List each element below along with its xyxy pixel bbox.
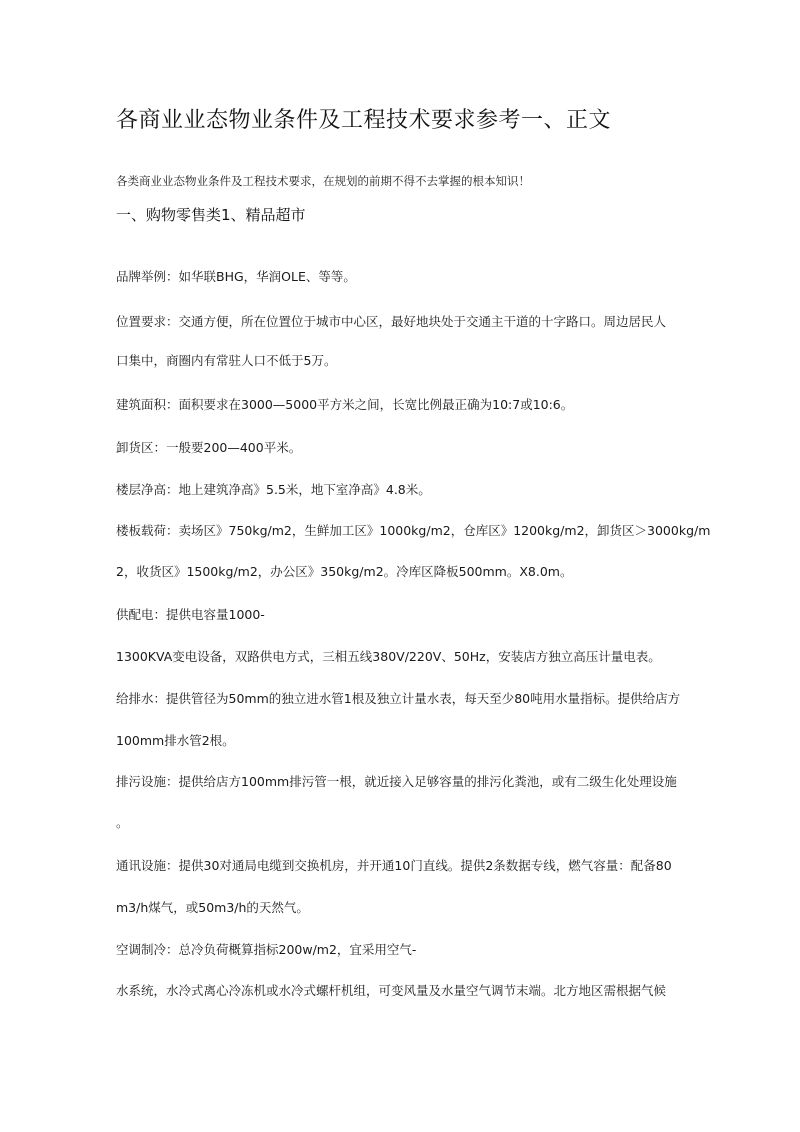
intro-text: 各类商业业态物业条件及工程技术要求，在规划的前期不得不去掌握的根本知识！ xyxy=(116,174,530,188)
paragraph-line: 水系统，水冷式离心冷冻机或水冷式螺杆机组，可变风量及水量空气调节末端。北方地区需根据气候 xyxy=(116,983,667,998)
paragraph-line: 位置要求：交通方便，所在位置位于城市中心区，最好地块处于交通主干道的十字路口。周边居民人 xyxy=(116,314,667,329)
paragraph-line: 。 xyxy=(116,815,129,830)
paragraph-line: 供配电：提供电容量1000- xyxy=(116,607,265,622)
paragraph-line: 排污设施：提供给店方100mm排污管一根，就近接入足够容量的排污化粪池，或有二级生化处理设施 xyxy=(116,774,677,789)
paragraph-line: 楼板载荷：卖场区》750kg/m2，生鲜加工区》1000kg/m2，仓库区》1200kg/m2，卸货区＞3000kg/m xyxy=(116,523,711,538)
paragraph-line: 品牌举例：如华联BHG，华润OLE、等等。 xyxy=(116,269,356,284)
paragraph-line: 楼层净高：地上建筑净高》5.5米，地下室净高》4.8米。 xyxy=(116,482,431,497)
paragraph-line: 建筑面积：面积要求在3000—5000平方米之间，长宽比例最正确为10:7或10:6。 xyxy=(116,397,574,412)
paragraph-line: 1300KVA变电设备，双路供电方式，三相五线380V/220V、50Hz，安装店方独立高压计量电表。 xyxy=(116,649,661,664)
paragraph-line: 给排水：提供管径为50mm的独立进水管1根及独立计量水表，每天至少80吨用水量指标。提供给店方 xyxy=(116,691,681,706)
section-heading: 一、购物零售类1、精品超市 xyxy=(116,206,306,224)
paragraph-line: 通讯设施：提供30对通局电缆到交换机房，并开通10门直线。提供2条数据专线，燃气容量：配备80 xyxy=(116,858,672,873)
paragraph-line: 口集中，商圈内有常驻人口不低于5万。 xyxy=(116,353,337,368)
paragraph-line: 100mm排水管2根。 xyxy=(116,733,235,748)
paragraph-line: 卸货区：一般要200—400平米。 xyxy=(116,440,302,455)
paragraph-line: 空调制冷：总冷负荷概算指标200w/m2，宜采用空气- xyxy=(116,942,417,957)
document-title: 各商业业态物业条件及工程技术要求参考一、正文 xyxy=(116,108,612,133)
paragraph-line: m3/h煤气，或50m3/h的天然气。 xyxy=(116,900,309,915)
paragraph-line: 2，收货区》1500kg/m2，办公区》350kg/m2。冷库区降板500mm。X8.0m。 xyxy=(116,564,573,579)
